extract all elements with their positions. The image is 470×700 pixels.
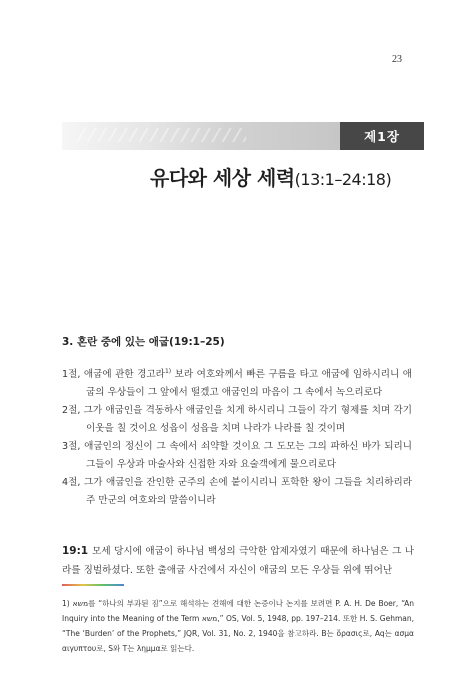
section-heading: 3. 혼란 중에 있는 애굽(19:1–25): [62, 336, 225, 348]
page-number: 23: [392, 54, 402, 65]
verse-text: 2절, 그가 애굽인을 격동하사 애굽인을 치게 하시리니 그들이 각기 형제를 치며 각기 이웃을 칠 것이요 성읍이 성읍을 치며 나라가 나라를 칠 것이며: [62, 405, 412, 434]
verse-text: 4절, 그가 애굽인을 잔인한 군주의 손에 붙이시리니 포학한 왕이 그들을 치리하리라 주 만군의 여호와의 말씀이니라: [62, 477, 412, 506]
commentary-paragraph: [62, 542, 414, 580]
verse-list: [62, 366, 412, 510]
banner-decoration: [62, 122, 340, 150]
verse-text-continued: 보라 여호와께서 빠른 구름을 타고 애굽에 임하시리니 애굽의 우상들이 그 앞에서 떨겠고 애굽인의 마음이 그 속에서 녹으리로다: [86, 369, 412, 398]
footnote: 1) משא를 “하나의 부과된 짐”으로 해석하는 견해에 대한 논증이나 논지를 보려면 P. A. H. De Boer, “An Inquiry into the Meaning of the Term משא,” OS, Vol. 5, 1948, pp. 197–214. 또한 H. S. Gehman, “The ‘Burden’ of the Prophets,” JQR, Vol. 31, No. 2, 1940을 참고하라. B는 ὅρασις로, Aq는 ασμα αιγυπτου로, S와 T는 λημμα로 읽는다.: [62, 599, 414, 653]
chapter-label: 제1장: [340, 122, 424, 150]
commentary-reference: 19:1: [62, 545, 89, 557]
commentary-text: 모세 당시에 애굽이 하나님 백성의 극악한 압제자였기 때문에 하나님은 그 나라를 징벌하셨다. 또한 출애굽 사건에서 자신이 애굽의 모든 우상들 위에 뛰어난: [62, 546, 414, 576]
verse-2: [62, 402, 412, 438]
verse-text: 1절, 애굽에 관한 경고라: [62, 369, 165, 380]
verse-1: [62, 366, 412, 402]
chapter-banner: [62, 122, 424, 150]
chapter-title: [150, 162, 440, 191]
footnote-divider: [62, 584, 124, 586]
footnote-marker: 1): [164, 367, 172, 375]
chapter-title-text: 유다와 세상 세력: [150, 166, 295, 190]
chapter-title-reference: (13:1–24:18): [294, 170, 392, 189]
verse-4: [62, 474, 412, 510]
verse-3: [62, 438, 412, 474]
verse-text: 3절, 애굽인의 정신이 그 속에서 쇠약할 것이요 그 도모는 그의 파하신 바가 되리니 그들이 우상과 마술사와 신접한 자와 요술객에게 물으리로다: [62, 441, 412, 470]
